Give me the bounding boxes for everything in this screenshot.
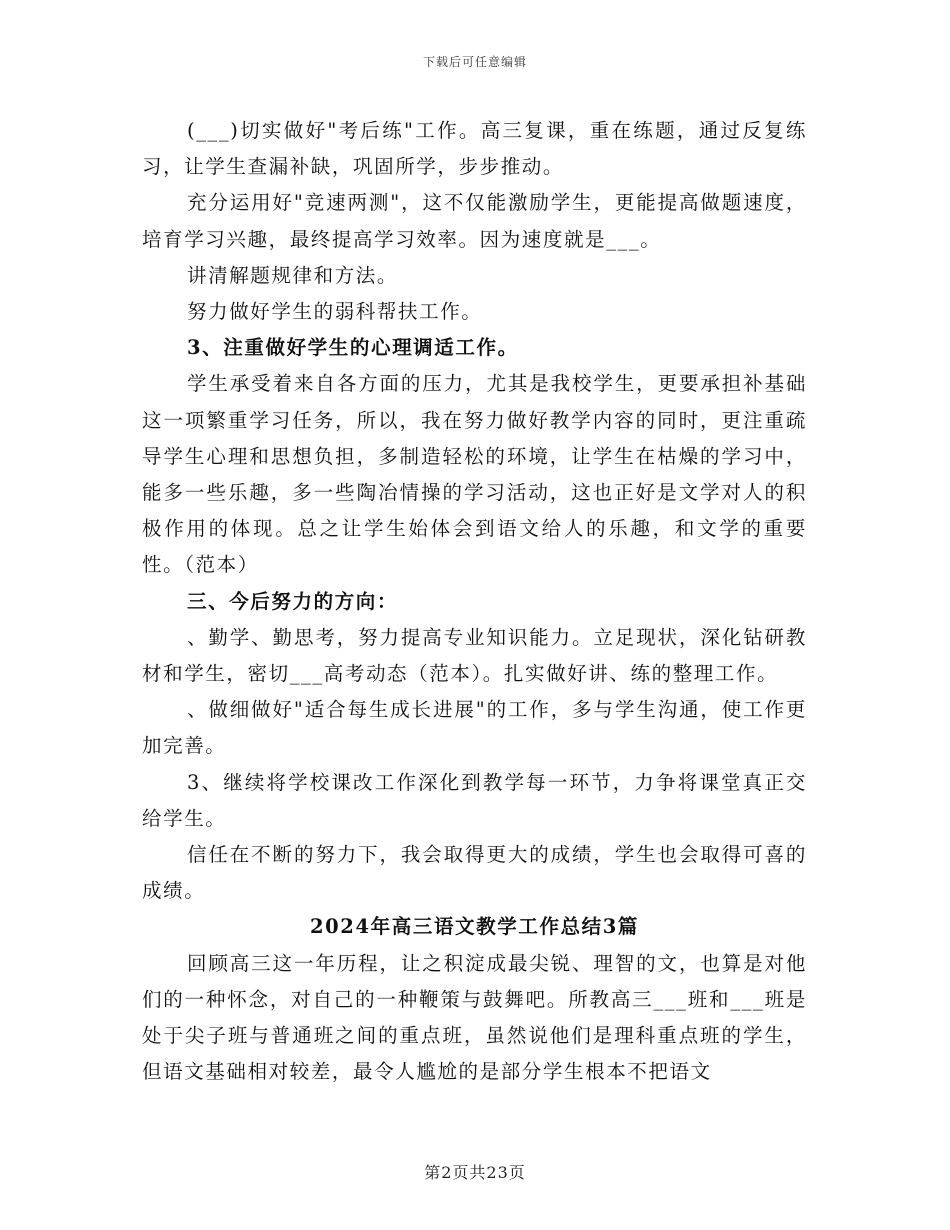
section-heading-future-direction: 三、今后努力的方向： (187, 589, 399, 613)
paragraph-test-practice: (___)切实做好"考后练"工作。高三复课，重在练题，通过反复练习，让学生查漏补缺，巩固所学，步步推动。 (142, 119, 807, 179)
paragraph-speed-tests: 充分运用好"竞速两测"，这不仅能激励学生，更能提高做题速度，培育学习兴趣，最终提高学习效率。因为速度就是___。 (142, 191, 807, 251)
paragraph-solving-rules: 讲清解题规律和方法。 (187, 263, 399, 287)
article-title: 2024年高三语文教学工作总结3篇 (309, 915, 640, 939)
paragraph-confidence: 信任在不断的努力下，我会取得更大的成绩，学生也会取得可喜的成绩。 (142, 843, 807, 903)
section-heading-psychology: 3、注重做好学生的心理调适工作。 (187, 336, 519, 360)
page-header: 下载后可任意编辑 (422, 55, 527, 69)
paragraph-review: 回顾高三这一年历程，让之积淀成最尖锐、理智的文，也算是对他们的一种怀念，对自己的一种鞭策与鼓舞吧。所教高三___班和___班是处于尖子班与普通班之间的重点班，虽然说他们是理科重点班的学生，但语文基础相对较差，最令人尴尬的是部分学生根本不把语文 (142, 951, 807, 1084)
page-footer: 第2页共23页 (424, 1163, 526, 1182)
paragraph-weak-subjects: 努力做好学生的弱科帮扶工作。 (187, 300, 483, 324)
paragraph-diligence: 、勤学、勤思考，努力提高专业知识能力。立足现状，深化钻研教材和学生，密切___高考动态（范本）。扎实做好讲、练的整理工作。 (142, 625, 807, 686)
paragraph-growth: 、做细做好"适合每生成长进展"的工作，多与学生沟通，使工作更加完善。 (142, 698, 807, 758)
paragraph-curriculum-reform: 3、继续将学校课改工作深化到教学每一环节，力争将课堂真正交给学生。 (142, 770, 807, 830)
paragraph-psychology: 学生承受着来自各方面的压力，尤其是我校学生，更要承担补基础这一项繁重学习任务，所以，我在努力做好教学内容的同时，更注重疏导学生心理和思想负担，多制造轻松的环境，让学生在枯燥的学习中，能多一些乐趣，多一些陶冶情操的学习活动，这也正好是文学对人的积极作用的体现。总之让学生始体会到语文给人的乐趣，和文学的重要性。（范本） (142, 372, 807, 577)
document-body (142, 113, 807, 1090)
